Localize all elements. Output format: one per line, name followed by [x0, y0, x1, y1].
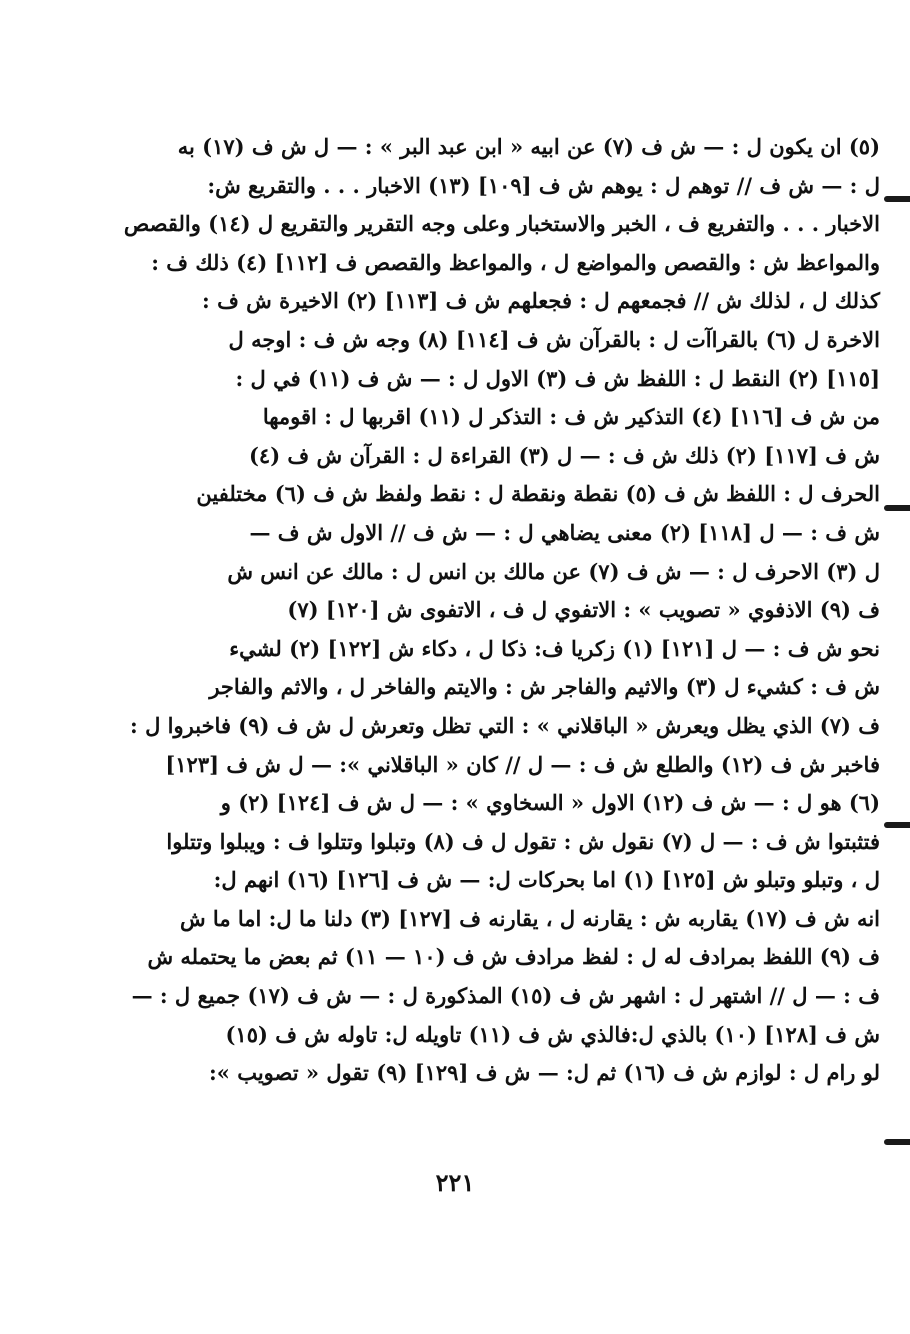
- text-line: ش ف [١١٧] (٢) ذلك ش ف : — ل (٣) القراءة ل : القرآن ش ف (٤): [248, 442, 880, 468]
- text-line: فتثبتوا ش ف : — ل (٧) نقول ش : تقول ل ف (٨) وتبلوا وتتلوا ف : ويبلوا وتتلوا: [166, 828, 880, 854]
- text-line: ل ، وتبلو وتبلو ش [١٢٥] (١) اما بحركات ل: — ش ف [١٢٦] (١٦) انهم ل:: [213, 867, 880, 893]
- footnotes-block: [123, 128, 880, 1093]
- margin-tab-mark: [884, 822, 910, 828]
- text-line: ف (٧) الذي يظل ويعرش « الباقلاني » : التي تظل وتعرش ل ش ف (٩) فاخبروا ل :: [130, 712, 880, 738]
- text-line: انه ش ف (١٧) يقاربه ش : يقارنه ل ، يقارنه ف [١٢٧] (٣) دلنا ما ل: اما ما ش: [179, 905, 880, 931]
- text-line: ف : — ل // اشتهر ل : اشهر ش ف (١٥) المذكورة ل : — ش ف (١٧) جميع ل : —: [131, 983, 880, 1009]
- text-line: الاخرة ل (٦) بالقراآت ل : بالقرآن ش ف [١١٤] (٨) وجه ش ف : اوجه ل: [228, 326, 880, 352]
- margin-tab-mark: [884, 1139, 910, 1145]
- text-line: ل : — ش ف // توهم ل : يوهم ش ف [١٠٩] (١٣) الاخبار . . . والتقريع ش:: [207, 172, 880, 198]
- text-line: كذلك ل ، لذلك ش // فجمعهم ل : فجعلهم ش ف [١١٣] (٢) الاخيرة ش ف :: [202, 288, 880, 314]
- text-line: [١١٥] (٢) النقط ل : اللفظ ش ف (٣) الاول ل : — ش ف (١١) في ل :: [235, 365, 880, 391]
- text-line: (٥) ان يكون ل : — ش ف (٧) عن ابيه « ابن عبد البر » : — ل ش ف (١٧) به: [177, 134, 880, 159]
- text-line: الحرف ل : اللفظ ش ف (٥) نقطة ونقطة ل : نقط ولفظ ش ف (٦) مختلفين: [196, 481, 880, 507]
- text-line: ف (٩) الاذفوي « تصويب » : الاتفوي ل ف ، الاتفوى ش [١٢٠] (٧): [287, 597, 880, 623]
- text-line: ش ف : — ل [١١٨] (٢) معنى يضاهي ل : — ش ف // الاول ش ف —: [249, 519, 880, 545]
- text-line: ش ف [١٢٨] (١٠) بالذي ل:فالذي ش ف (١١) تاويله ل: تاوله ش ف (١٥): [225, 1021, 880, 1047]
- text-line: ش ف : كشيء ل (٣) والاثيم والفاجر ش : والايتم والفاخر ل ، والاثم والفاجر: [209, 674, 880, 700]
- text-line: من ش ف [١١٦] (٤) التذكير ش ف : التذكر ل (١١) اقربها ل : اقومها: [262, 404, 880, 430]
- text-line: والمواعظ ش : والقصص والمواضع ل ، والمواعظ والقصص ف [١١٢] (٤) ذلك ف :: [151, 249, 880, 275]
- margin-tab-mark: [884, 196, 910, 202]
- text-line: ل (٣) الاحرف ل : — ش ف (٧) عن مالك بن انس ل : مالك عن انس ش: [227, 558, 880, 584]
- page-number: ٢٢١: [435, 1168, 475, 1197]
- text-line: (٦) هو ل : — ش ف (١٢) الاول « السخاوي » : — ل ش ف [١٢٤] (٢) و: [220, 790, 880, 816]
- margin-tab-mark: [884, 505, 910, 511]
- text-line: فاخبر ش ف (١٢) والطلع ش ف : — ل // كان « الباقلاني »: — ل ش ف [١٢٣]: [165, 751, 880, 777]
- text-line: ف (٩) اللفظ بمرادف له ل : لفظ مرادف ش ف (١٠ — ١١) ثم بعض ما يحتمله ش: [147, 944, 880, 970]
- text-line: لو رام ل : لوازم ش ف (١٦) ثم ل: — ش ف [١٢٩] (٩) تقول « تصويب »:: [209, 1060, 880, 1086]
- text-line: نحو ش ف : — ل [١٢١] (١) زكريا ف: ذكا ل ، دكاء ش [١٢٢] (٢) لشيء: [229, 635, 880, 661]
- text-line: الاخبار . . . والتفريع ف ، الخبر والاستخبار وعلى وجه التقرير والتقريع ل (١٤) والقصص: [123, 211, 880, 237]
